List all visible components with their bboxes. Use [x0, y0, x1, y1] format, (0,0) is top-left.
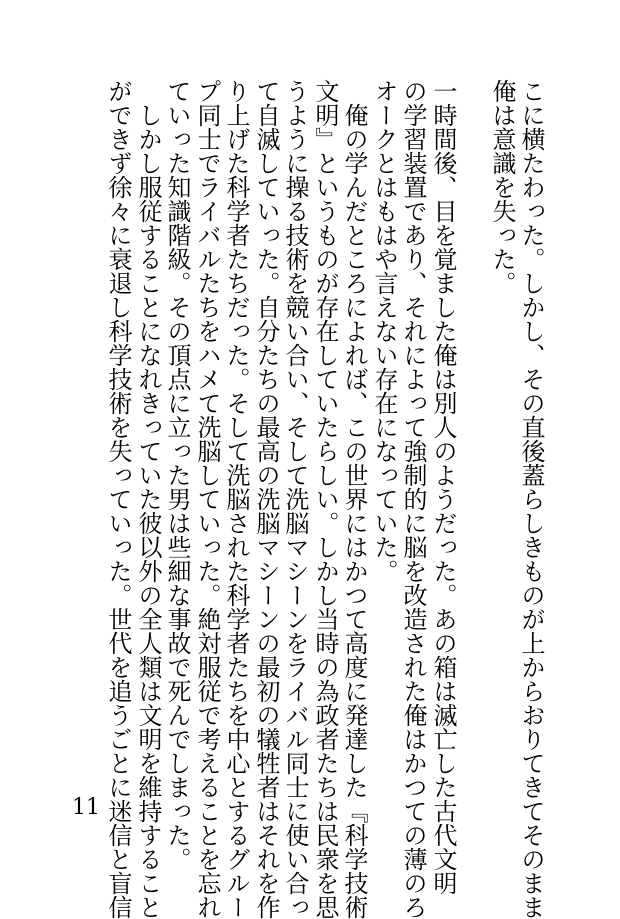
text-column-12: プ同士でライバルたちをハメて洗脳していった。絶対服従で考えることを忘れ [193, 79, 221, 919]
text-column-13: ていった知識階級。その頂点に立った男は些細な事故で死んでしまった。 [163, 79, 191, 871]
text-column-10: て自滅していった。自分たちの最高の洗脳マシーンの最初の犠牲者はそれを作 [252, 79, 280, 919]
text-column-2: 俺は意識を失った。 [488, 79, 516, 295]
text-column-1: こに横たわった。しかし、その直後蓋らしきものが上からおりてきてそのまま [517, 79, 545, 919]
text-column-8: 文明』というものが存在していたらしい。しかし当時の為政者たちは民衆を思 [311, 79, 339, 919]
text-column-5: の学習装置であり、それによって強制的に脳を改造された俺はかつての薄のろ [399, 79, 427, 919]
text-column-7: 俺の学んだところによれば、この世界にはかつて高度に発達した『科学技術 [340, 79, 368, 919]
text-column-15: ができず徐々に衰退し科学技術を失っていった。世代を追うごとに迷信と盲信 [104, 79, 132, 919]
text-column-11: り上げた科学者たちだった。そして洗脳された科学者たちを中心とするグルー [222, 79, 250, 919]
text-column-14: しかし服従することになれきっていた彼以外の全人類は文明を維持すること [134, 79, 162, 919]
text-column-4: 一時間後、目を覚ました俺は別人のようだった。あの箱は滅亡した古代文明 [429, 79, 457, 895]
text-column-9: うように操る技術を競い合い、そして洗脳マシーンをライバル同士に使い合っ [281, 79, 309, 919]
text-column-6: オークとはもはや言えない存在になっていた。 [370, 79, 398, 583]
page-number: 11 [72, 795, 100, 820]
